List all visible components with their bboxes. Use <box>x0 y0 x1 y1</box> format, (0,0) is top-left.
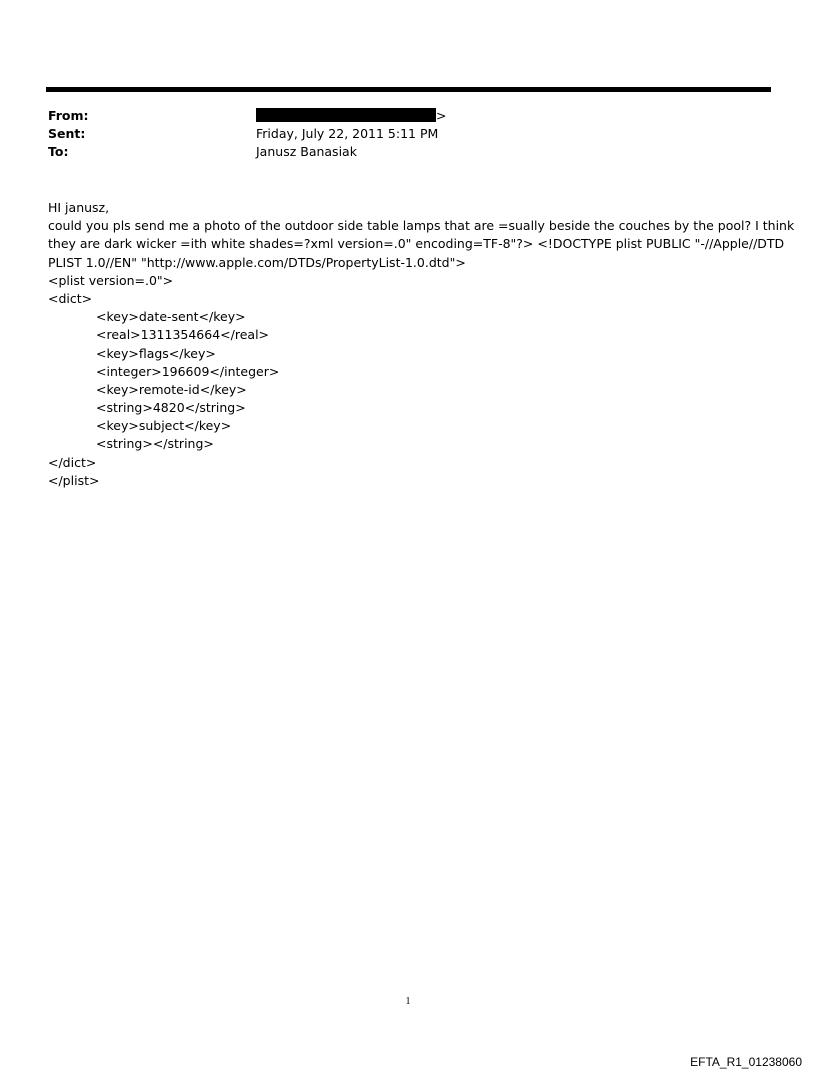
body-line: </dict> <box>48 454 97 470</box>
bates-number: EFTA_R1_01238060 <box>690 1055 802 1069</box>
sent-label: Sent: <box>48 126 86 141</box>
body-line: <key>date-sent</key> <box>96 309 246 325</box>
body-line: <string>4820</string> <box>96 400 246 416</box>
body-line: they are dark wicker =ith white shades=?xml version=.0" encoding=TF-8"?> <!DOCTYPE plist PUBLIC "-//Apple//DTD <box>48 236 785 252</box>
body-line: <plist version=.0"> <box>48 272 174 288</box>
body-line: <real>1311354664</real> <box>96 327 270 343</box>
redaction-block <box>256 108 436 122</box>
body-line: could you pls send me a photo of the outdoor side table lamps that are =sually beside the couches by the pool? I think <box>48 218 795 234</box>
body-line: <key>flags</key> <box>96 345 216 361</box>
sent-value: Friday, July 22, 2011 5:11 PM <box>256 126 439 141</box>
body-line: <key>remote-id</key> <box>96 381 247 397</box>
page-number: 1 <box>405 996 411 1007</box>
body-line: <string></string> <box>96 436 214 452</box>
from-label: From: <box>48 108 89 123</box>
email-body <box>48 199 795 490</box>
body-line: PLIST 1.0//EN" "http://www.apple.com/DTDs/PropertyList-1.0.dtd"> <box>48 254 466 270</box>
to-value: Janusz Banasiak <box>256 144 357 159</box>
body-line: <integer>196609</integer> <box>96 363 280 379</box>
body-line: </plist> <box>48 472 100 488</box>
header-rule <box>46 87 771 92</box>
body-line: <key>subject</key> <box>96 418 232 434</box>
from-suffix: > <box>436 108 447 123</box>
to-label: To: <box>48 144 69 159</box>
from-value <box>256 107 446 125</box>
body-line: HI janusz, <box>48 200 110 215</box>
body-line: <dict> <box>48 290 93 306</box>
